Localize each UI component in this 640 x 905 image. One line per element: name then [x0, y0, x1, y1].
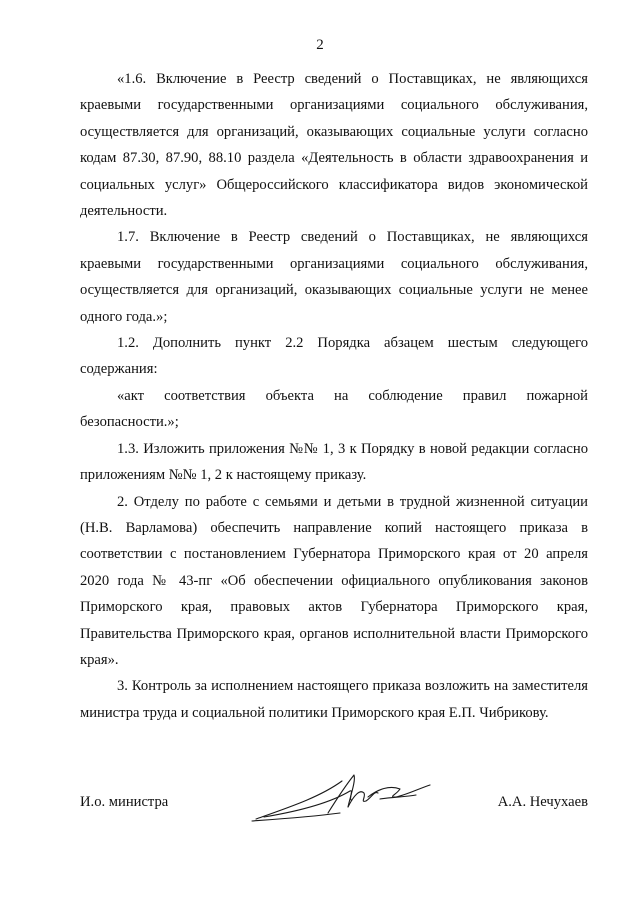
signature-block — [80, 781, 588, 817]
signatory-name: А.А. Нечухаев — [497, 794, 588, 810]
signatory-title: И.о. министра — [80, 794, 169, 810]
paragraph-1-7: 1.7. Включение в Реестр сведений о Поставщиках, не являющихся краевыми государственными организациями социального обслуживания, осуществляется для организаций, оказывающих социальные услуги не менее одного года.»; — [80, 229, 588, 325]
page-number: 2 — [316, 37, 324, 53]
paragraph-1-2: 1.2. Дополнить пункт 2.2 Порядка абзацем шестым следующего содержания: — [80, 335, 588, 378]
document-body — [80, 66, 588, 726]
handwritten-signature — [250, 767, 440, 827]
paragraph-1-3: 1.3. Изложить приложения №№ 1, 3 к Порядку в новой редакции согласно приложениям №№ 1, 2 к настоящему приказу. — [80, 440, 588, 484]
paragraph-2: 2. Отделу по работе с семьями и детьми в трудной жизненной ситуации (Н.В. Варламова) обеспечить направление копий настоящего приказа в соответствии с постановлением Губернатора Приморского края от 20 апреля 2020 года № 43-пг «Об обеспечении официального опубликования законов Приморского края, правовых актов Губернатора Приморского края, Правительства Приморского края, органов исполнительной власти Приморского края». — [80, 493, 588, 668]
paragraph-1-2-quote: «акт соответствия объекта на соблюдение правил пожарной безопасности.»; — [80, 387, 588, 431]
paragraph-3: 3. Контроль за исполнением настоящего приказа возложить на заместителя министра труда и социальной политики Приморского края Е.П. Чибрикову. — [80, 678, 588, 721]
paragraph-1-6: «1.6. Включение в Реестр сведений о Поставщиках, не являющихся краевыми государственными организациями социального обслуживания, осуществляется для организаций, оказывающих социальные услуги согласно кодам 87.30, 87.90, 88.10 раздела «Деятельность в области здравоохранения и социальных услуг» Общероссийского классификатора видов экономической деятельности. — [80, 71, 588, 220]
